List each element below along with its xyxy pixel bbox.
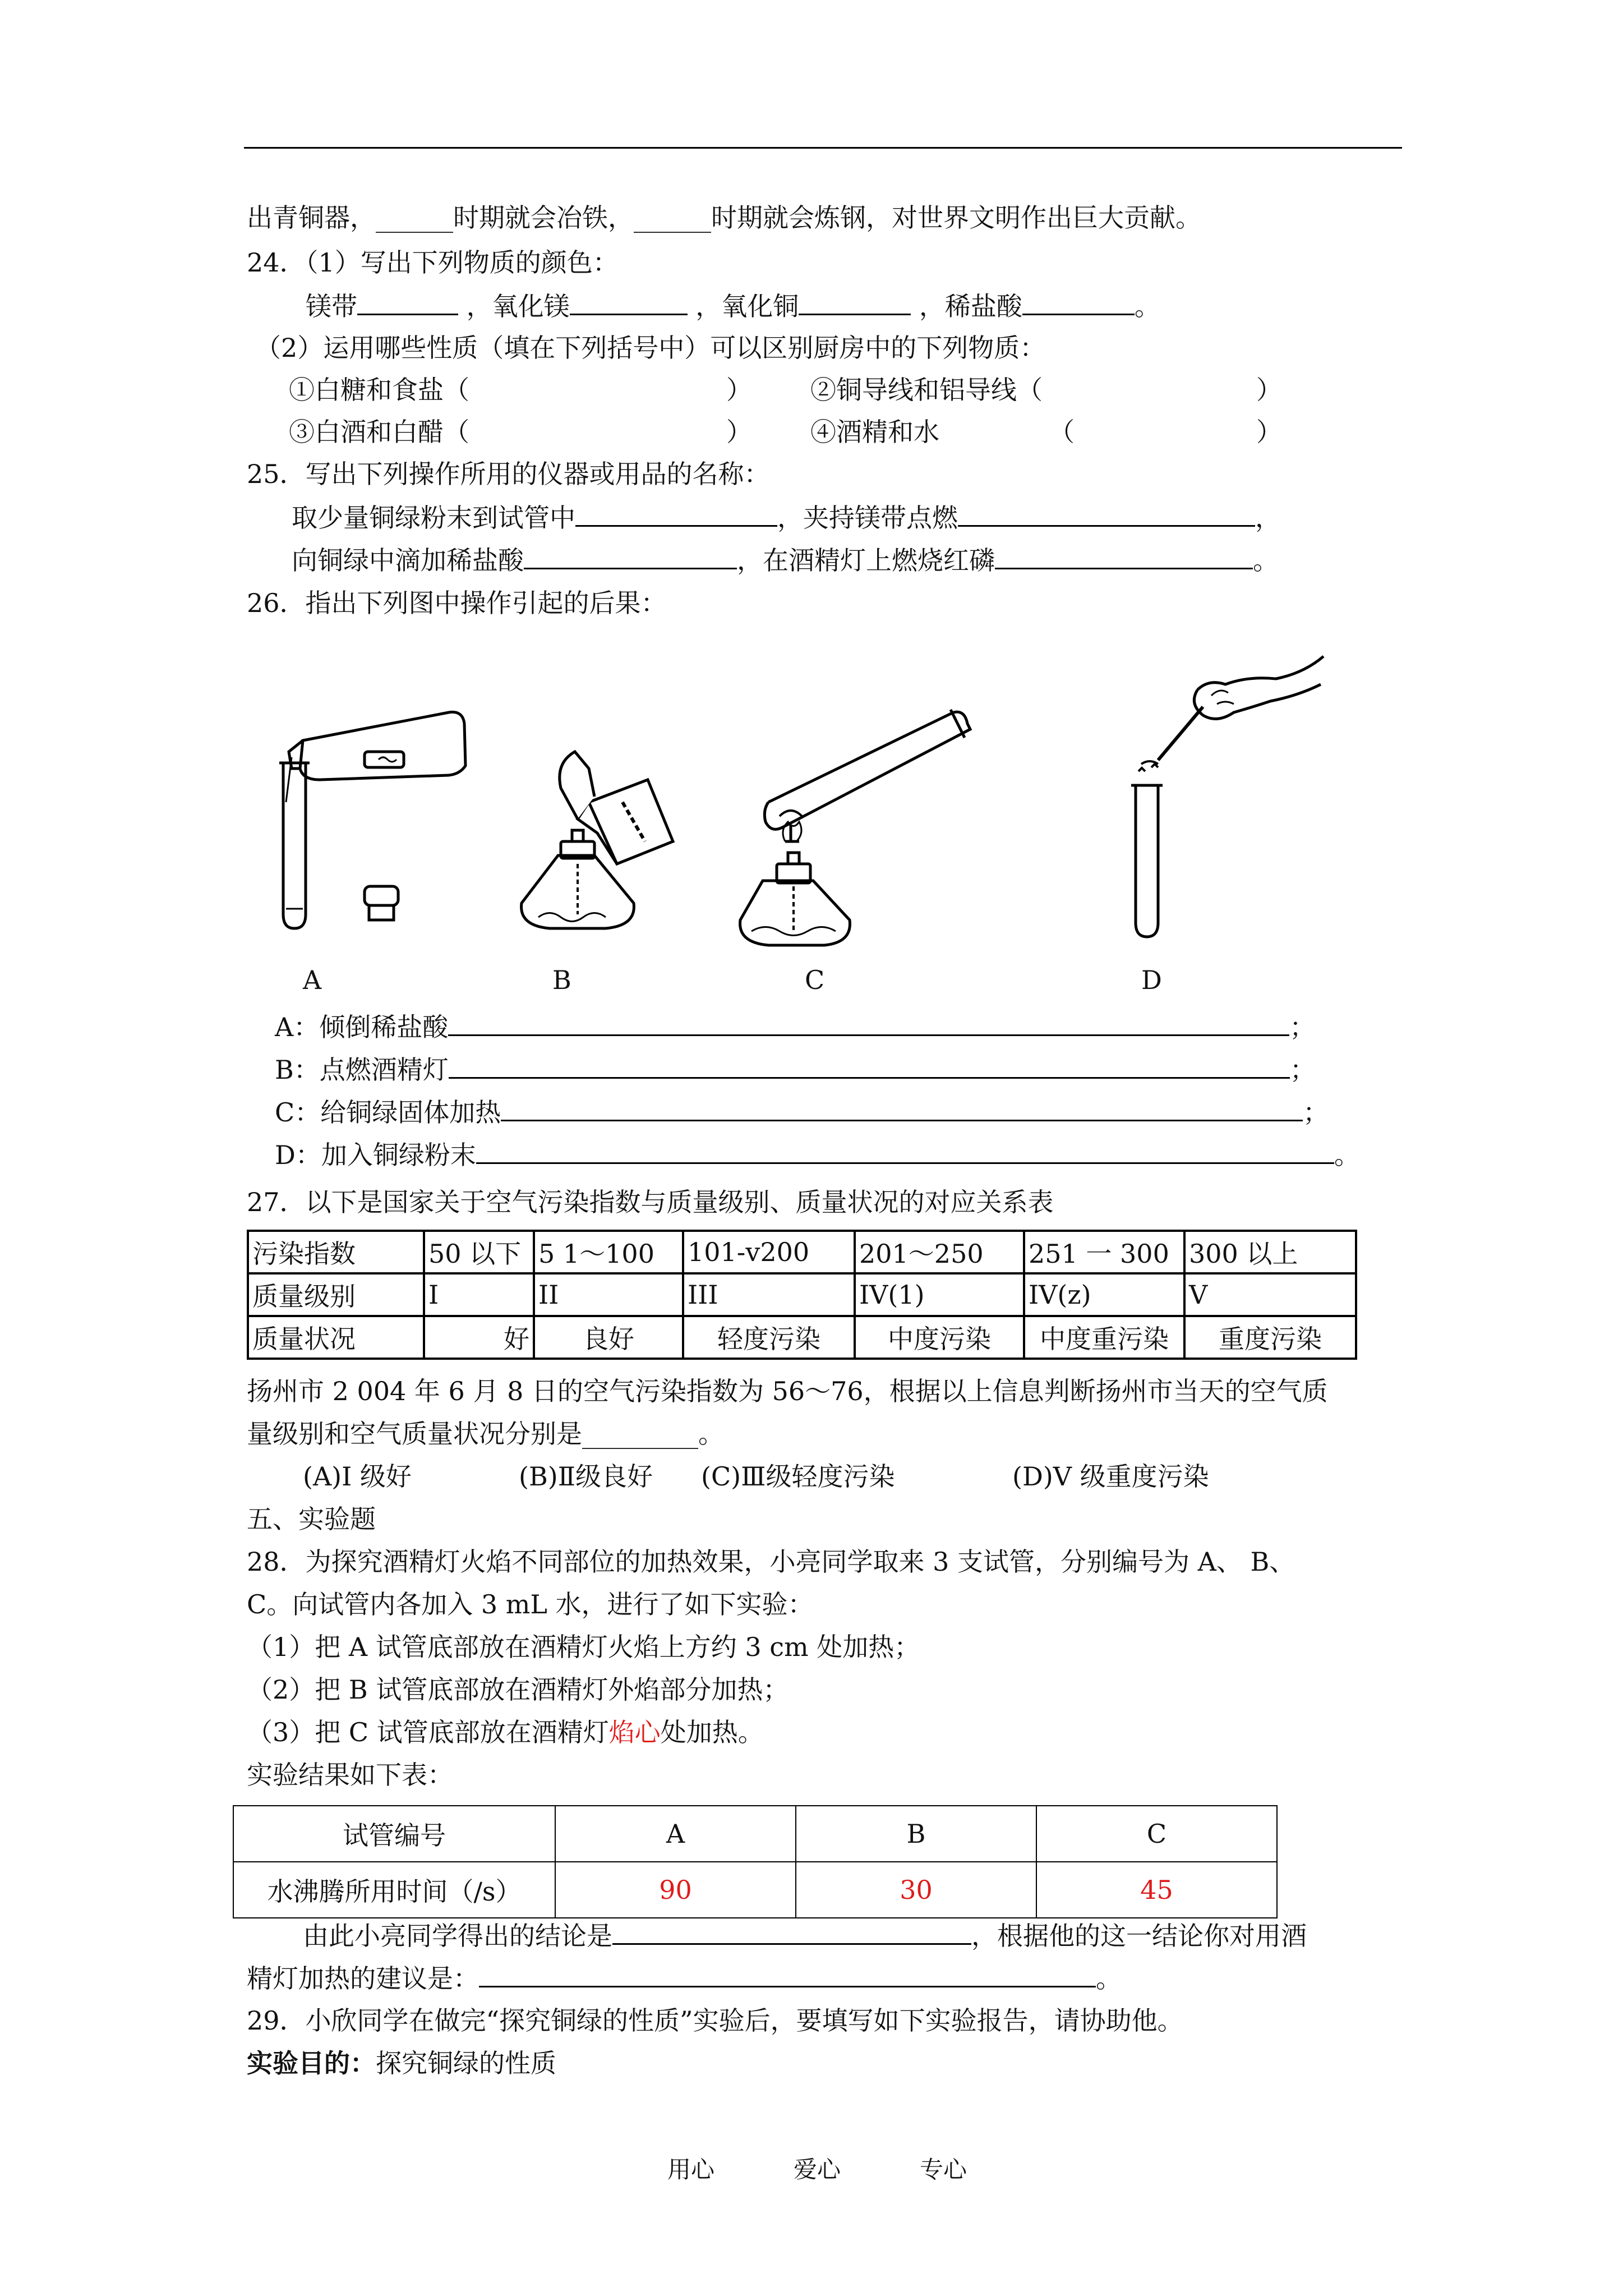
blank[interactable]	[476, 1138, 1334, 1164]
q24-item-2-close: ）	[1256, 375, 1282, 405]
table-cell: III	[683, 1273, 855, 1316]
q28-line2: C。向试管内各加入 3 mL 水，进行了如下实验：	[247, 1589, 814, 1619]
q26-answer-d: D：加入铜绿粉末 。	[275, 1138, 1360, 1172]
q25-title: 25．写出下列操作所用的仪器或用品的名称：	[247, 459, 770, 489]
q24-item-4-close: ）	[1256, 417, 1282, 447]
q24-item-4: ④酒精和水	[810, 417, 939, 447]
q28-line1: 28．为探究酒精灯火焰不同部位的加热效果，小亮同学取来 3 支试管，分别编号为 A、 B、	[247, 1547, 1295, 1577]
figure-label-b: B	[552, 965, 571, 995]
q23-tail: 出青铜器，______时期就会冶铁，______时期就会炼钢，对世界文明作出巨大贡献。	[247, 203, 1201, 233]
table-cell: V	[1184, 1273, 1356, 1316]
table-cell: 良好	[534, 1316, 683, 1359]
blank[interactable]	[570, 289, 688, 315]
table-cell: 251 一 300	[1024, 1231, 1184, 1273]
figure-label-a: A	[303, 965, 322, 995]
table-cell: 300 以上	[1184, 1231, 1356, 1273]
q26-title: 26．指出下列图中操作引起的后果：	[247, 588, 667, 618]
table-cell: 水沸腾所用时间（/s）	[233, 1862, 555, 1918]
blank[interactable]	[449, 1052, 1290, 1079]
table-cell: 轻度污染	[683, 1316, 855, 1359]
q28-step1: （1）把 A 试管底部放在酒精灯火焰上方约 3 cm 处加热；	[247, 1632, 920, 1662]
table-cell: 中度重污染	[1024, 1316, 1184, 1359]
q26-answer-a: A：倾倒稀盐酸 ；	[275, 1010, 1315, 1044]
q24-title: 24．（1）写出下列物质的颜色：	[247, 247, 619, 278]
air-quality-table	[247, 1230, 1357, 1360]
table-cell: C	[1036, 1806, 1277, 1862]
table-cell: II	[534, 1273, 683, 1316]
q28-suggestion: 精灯加热的建议是： 。	[247, 1961, 1122, 1995]
q26-answer-b: B：点燃酒精灯 ；	[275, 1052, 1316, 1087]
figure-d-adding-powder-illustration	[1119, 645, 1332, 942]
q29-line: 29．小欣同学在做完“探究铜绿的性质”实验后，要填写如下实验报告，请协助他。	[247, 2005, 1183, 2036]
table-row	[233, 1806, 1277, 1862]
section-heading: 五、实验题	[247, 1504, 376, 1534]
highlight-text: 焰心	[608, 1717, 661, 1747]
header-rule	[244, 147, 1402, 149]
blank[interactable]	[575, 500, 777, 527]
blank[interactable]	[995, 543, 1253, 569]
table-cell: IV(z)	[1024, 1273, 1184, 1316]
q24-item-1-close: ）	[726, 375, 752, 405]
table-cell: 中度污染	[855, 1316, 1024, 1359]
figure-label-c: C	[805, 965, 825, 995]
q24-part2: （2）运用哪些性质（填在下列括号中）可以区别厨房中的下列物质：	[255, 333, 1046, 363]
q27-title: 27．以下是国家关于空气污染指数与质量级别、质量状况的对应关系表	[247, 1187, 1054, 1217]
q28-conclusion: 由此小亮同学得出的结论是 ，根据他的这一结论你对用酒	[303, 1918, 1307, 1953]
blank[interactable]	[958, 500, 1255, 527]
q25-line1: 取少量铜绿粉末到试管中 ，夹持镁带点燃 ，	[292, 500, 1281, 535]
table-cell: 30	[796, 1862, 1036, 1918]
table-cell: I	[424, 1273, 534, 1316]
table-row	[248, 1231, 1356, 1273]
figure-label-d: D	[1141, 965, 1162, 995]
table-cell: 50 以下	[424, 1231, 534, 1273]
footer-text: 用心	[667, 2156, 715, 2183]
table-cell: 90	[555, 1862, 796, 1918]
table-cell: 质量状况	[248, 1316, 424, 1359]
q27-option-d: (D)V 级重度污染	[1012, 1461, 1209, 1492]
table-cell: B	[796, 1806, 1036, 1862]
table-cell: 试管编号	[233, 1806, 555, 1862]
figure-a-pouring-illustration	[269, 690, 471, 942]
table-cell: 45	[1036, 1862, 1277, 1918]
q28-step3: （3）把 C 试管底部放在酒精灯焰心处加热。	[247, 1717, 764, 1747]
table-cell: 101-v200	[683, 1231, 855, 1273]
table-cell: 污染指数	[248, 1231, 424, 1273]
q24-colors: 镁带 ，氧化镁 ，氧化铜 ，稀盐酸 。	[306, 289, 1160, 323]
q29-purpose: 实验目的：探究铜绿的性质	[247, 2048, 556, 2078]
table-cell: 好	[424, 1316, 534, 1359]
q27-text2: 量级别和空气质量状况分别是_________。	[247, 1419, 724, 1449]
q27-option-c: (C)Ⅲ级轻度污染	[701, 1461, 895, 1492]
figure-b-lamp-illustration	[505, 735, 695, 948]
table-cell: 重度污染	[1184, 1316, 1356, 1359]
q24-item-2: ②铜导线和铝导线（	[810, 375, 1043, 405]
boiling-time-table	[233, 1805, 1278, 1918]
q24-item-3: ③白酒和白醋（	[289, 417, 469, 447]
q28-result-intro: 实验结果如下表：	[247, 1760, 453, 1790]
footer-text: 爱心	[794, 2156, 841, 2183]
footer-text: 专心	[920, 2156, 967, 2183]
table-row	[248, 1316, 1356, 1359]
q26-answer-c: C：给铜绿固体加热 ；	[275, 1095, 1329, 1129]
q27-text1: 扬州市 2 004 年 6 月 8 日的空气污染指数为 56～76，根据以上信息判断扬州市当天的空气质	[247, 1376, 1328, 1406]
table-cell: A	[555, 1806, 796, 1862]
q24-item-4-open: （	[1049, 417, 1075, 447]
blank[interactable]	[799, 289, 911, 315]
blank[interactable]	[612, 1918, 971, 1945]
table-cell: 5 1～100	[534, 1231, 683, 1273]
q24-item-3-close: ）	[726, 417, 752, 447]
figure-c-heating-illustration	[729, 696, 976, 954]
q27-option-b: (B)Ⅱ级良好	[519, 1461, 653, 1492]
blank[interactable]	[524, 543, 737, 569]
table-row	[248, 1273, 1356, 1316]
table-cell: 质量级别	[248, 1273, 424, 1316]
q27-option-a: (A)I 级好	[303, 1461, 412, 1492]
blank[interactable]	[501, 1095, 1303, 1121]
q28-step2: （2）把 B 试管底部放在酒精灯外焰部分加热；	[247, 1674, 789, 1705]
q24-item-1: ①白糖和食盐（	[289, 375, 469, 405]
blank[interactable]	[479, 1961, 1096, 1987]
table-row	[233, 1862, 1277, 1918]
table-cell: 201～250	[855, 1231, 1024, 1273]
table-cell: IV(1)	[855, 1273, 1024, 1316]
q25-line2: 向铜绿中滴加稀盐酸 ，在酒精灯上燃烧红磷 。	[292, 543, 1279, 577]
blank[interactable]	[448, 1010, 1289, 1036]
blank[interactable]	[357, 289, 458, 315]
blank[interactable]	[1022, 289, 1135, 315]
